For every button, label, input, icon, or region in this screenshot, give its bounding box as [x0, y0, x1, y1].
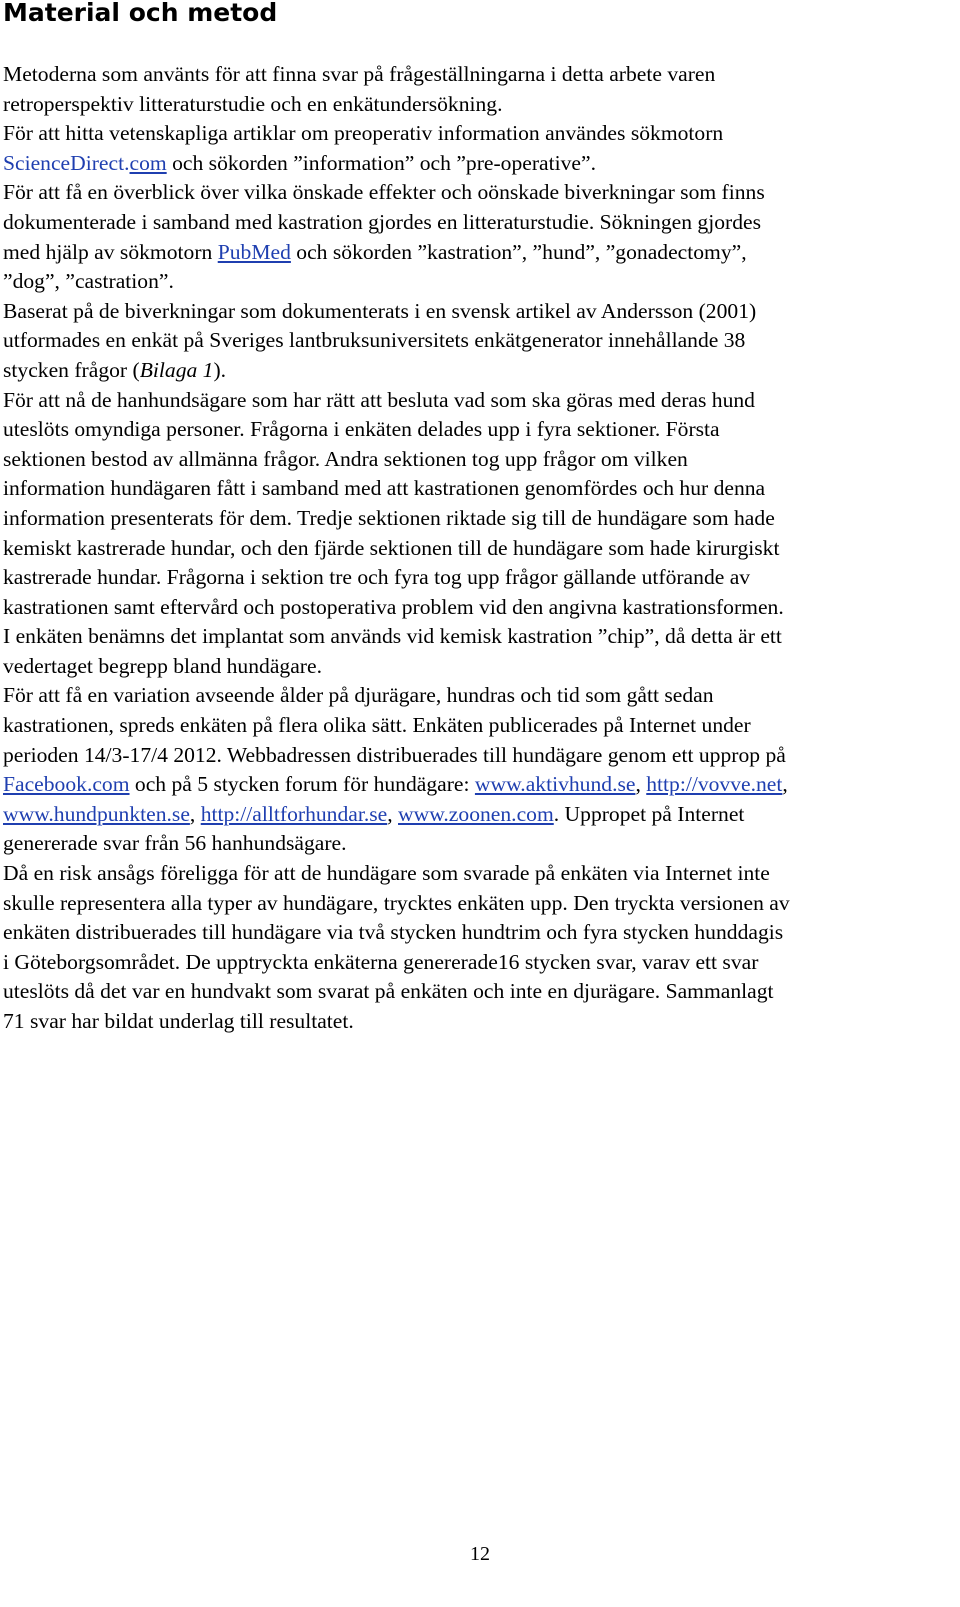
text-line: [3, 386, 943, 416]
text-segment: I enkäten benämns det implantat som används vid kemisk kastration ”chip”, då detta är ett: [3, 624, 782, 649]
text-line: [3, 622, 943, 652]
text-segment: sektionen bestod av allmänna frågor. Andra sektionen tog upp frågor om vilken: [3, 446, 688, 471]
text-segment: perioden 14/3-17/4 2012. Webbadressen distribuerades till hundägare genom ett upprop på: [3, 742, 786, 767]
hyperlink[interactable]: http://vovve.net: [646, 772, 783, 797]
text-segment: kemiskt kastrerade hundar, och den fjärde sektionen till de hundägare som hade kirurgiskt: [3, 535, 780, 560]
text-line: [3, 1007, 943, 1037]
text-segment: ,: [189, 801, 201, 826]
text-line: [3, 741, 943, 771]
text-line: [3, 948, 943, 978]
hyperlink[interactable]: www.zoonen.com: [398, 801, 554, 826]
text-line: [3, 800, 943, 830]
text-line: [3, 859, 943, 889]
text-segment: i Göteborgsområdet. De upptryckta enkäterna genererade16 stycken svar, varav ett svar: [3, 949, 759, 974]
text-line: [3, 829, 943, 859]
text-line: [3, 415, 943, 445]
hyperlink[interactable]: Facebook.com: [3, 772, 130, 797]
text-segment: Då en risk ansågs föreligga för att de hundägare som svarade på enkäten via Internet inte: [3, 861, 770, 886]
text-line: [3, 889, 943, 919]
text-segment: kastrationen samt eftervård och postoperativa problem vid den angivna kastrationsformen.: [3, 594, 784, 619]
text-segment: utformades en enkät på Sveriges lantbruksuniversitets enkätgenerator innehållande 38: [3, 328, 746, 353]
text-line: [3, 238, 943, 268]
text-line: [3, 534, 943, 564]
text-line: [3, 297, 943, 327]
text-line: [3, 208, 943, 238]
text-segment: För att nå de hanhundsägare som har rätt att besluta vad som ska göras med deras hund: [3, 387, 755, 412]
text-segment: genererade svar från 56 hanhundsägare.: [3, 831, 347, 856]
hyperlink[interactable]: com: [129, 150, 167, 175]
text-segment: uteslöts då det var en hundvakt som svarat på enkäten och inte en djurägare. Sammanlagt: [3, 979, 774, 1004]
text-segment: Metoderna som använts för att finna svar på frågeställningarna i detta arbete varen: [3, 62, 716, 86]
text-segment: . Uppropet på Internet: [553, 801, 745, 826]
text-segment: och på 5 stycken forum för hundägare:: [129, 772, 475, 797]
hyperlink[interactable]: ScienceDirect.: [3, 150, 130, 175]
text-line: [3, 90, 943, 120]
italic-text: Bilaga 1: [139, 357, 214, 382]
text-segment: 71 svar har bildat underlag till resultatet.: [3, 1009, 354, 1033]
text-segment: med hjälp av sökmotorn: [3, 239, 218, 264]
text-segment: stycken frågor (: [3, 357, 140, 382]
text-segment: ”dog”, ”castration”.: [3, 269, 174, 294]
text-segment: För att få en överblick över vilka önskade effekter och oönskade biverkningar som finns: [3, 180, 765, 205]
text-segment: ).: [213, 357, 227, 382]
text-segment: retroperspektiv litteraturstudie och en enkätundersökning.: [3, 91, 503, 116]
text-segment: Baserat på de biverkningar som dokumenterats i en svensk artikel av Andersson (2001): [3, 298, 757, 323]
text-segment: information hundägaren fått i samband med att kastrationen genomfördes och hur denna: [3, 476, 766, 501]
text-line: [3, 445, 943, 475]
text-segment: För att hitta vetenskapliga artiklar om preoperativ information användes sökmotorn: [3, 121, 724, 146]
text-line: [3, 119, 943, 149]
hyperlink[interactable]: PubMed: [217, 239, 291, 264]
body-text: [3, 60, 943, 1037]
text-segment: kastrerade hundar. Frågorna i sektion tre och fyra tog upp frågor gällande utförande av: [3, 565, 751, 590]
text-segment: dokumenterade i samband med kastration gjordes en litteraturstudie. Sökningen gjordes: [3, 209, 761, 234]
text-line: [3, 563, 943, 593]
text-line: [3, 681, 943, 711]
hyperlink[interactable]: www.aktivhund.se: [474, 772, 636, 797]
text-segment: skulle representera alla typer av hundägare, trycktes enkäten upp. Den tryckta versionen av: [3, 890, 790, 915]
text-line: [3, 711, 943, 741]
text-line: [3, 356, 943, 386]
hyperlink[interactable]: http://alltforhundar.se: [200, 801, 388, 826]
text-segment: ,: [387, 801, 399, 826]
text-segment: och sökorden ”information” och ”pre-operative”.: [166, 150, 596, 175]
text-segment: och sökorden ”kastration”, ”hund”, ”gonadectomy”,: [290, 239, 747, 264]
text-segment: information presenterats för dem. Tredje sektionen riktade sig till de hundägare som hade: [3, 505, 775, 530]
text-segment: ,: [782, 772, 788, 797]
text-line: [3, 977, 943, 1007]
text-segment: För att få en variation avseende ålder på djurägare, hundras och tid som gått sedan: [3, 683, 714, 708]
text-segment: vedertaget begrepp bland hundägare.: [3, 653, 322, 678]
page-number: 12: [470, 1543, 490, 1565]
text-segment: ,: [635, 772, 647, 797]
text-line: [3, 918, 943, 948]
text-segment: enkäten distribuerades till hundägare via två stycken hundtrim och fyra stycken hunddagis: [3, 920, 784, 945]
text-line: [3, 267, 943, 297]
text-line: [3, 60, 943, 90]
text-segment: uteslöts omyndiga personer. Frågorna i enkäten delades upp i fyra sektioner. Första: [3, 417, 720, 442]
section-heading: Material och metod: [3, 0, 278, 27]
text-segment: kastrationen, spreds enkäten på flera olika sätt. Enkäten publicerades på Internet under: [3, 713, 751, 738]
text-line: [3, 504, 943, 534]
text-line: [3, 593, 943, 623]
hyperlink[interactable]: www.hundpunkten.se: [3, 801, 190, 826]
text-line: [3, 326, 943, 356]
text-line: [3, 149, 943, 179]
text-line: [3, 652, 943, 682]
text-line: [3, 178, 943, 208]
text-line: [3, 770, 943, 800]
text-line: [3, 474, 943, 504]
